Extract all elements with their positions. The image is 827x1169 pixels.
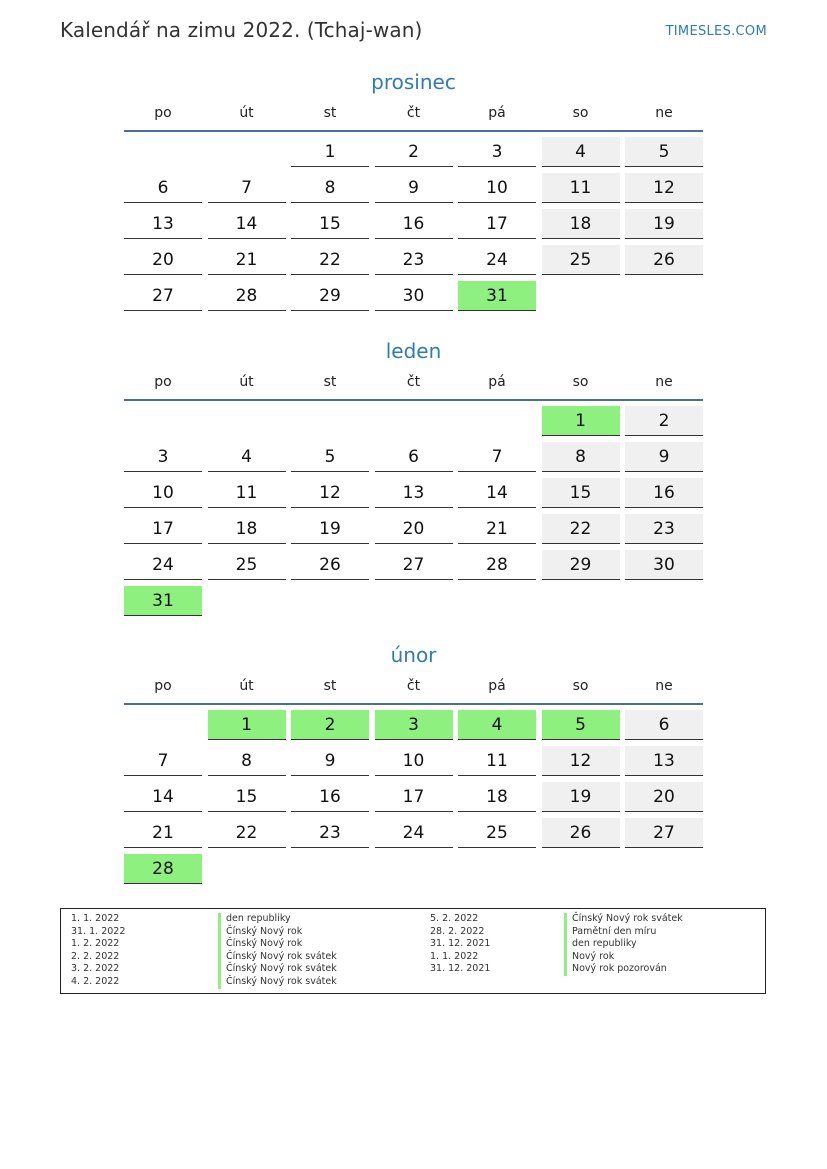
day-cell[interactable]: 8: [208, 746, 286, 776]
week-row: [124, 854, 703, 884]
day-cell[interactable]: 22: [542, 514, 620, 544]
day-cell[interactable]: 24: [458, 245, 536, 275]
weekday-label: ne: [655, 105, 673, 121]
day-cell[interactable]: 21: [208, 245, 286, 275]
day-cell[interactable]: 7: [208, 173, 286, 203]
day-cell[interactable]: 20: [375, 514, 453, 544]
day-cell[interactable]: 25: [208, 550, 286, 580]
legend-date: 31. 1. 2022: [71, 925, 126, 937]
weekday-header: [124, 101, 703, 125]
empty-cell: [375, 586, 453, 616]
legend-holiday-name: Čínský Nový rok svátek: [218, 963, 337, 976]
legend-date: 5. 2. 2022: [430, 913, 479, 924]
day-cell[interactable]: 25: [458, 818, 536, 848]
empty-cell: [208, 854, 286, 884]
empty-cell: [542, 281, 620, 311]
legend-date: 28. 2. 2022: [430, 925, 485, 937]
day-cell[interactable]: 28: [208, 281, 286, 311]
day-cell[interactable]: 27: [625, 818, 703, 848]
empty-cell: [208, 137, 286, 167]
day-cell[interactable]: 7: [458, 442, 536, 472]
week-row: [124, 782, 703, 812]
day-cell[interactable]: 19: [542, 782, 620, 812]
legend-holiday-name: Čínský Nový rok: [218, 926, 337, 939]
day-cell[interactable]: 1: [542, 406, 620, 436]
weekday-label: st: [323, 374, 337, 390]
weekday-label: čt: [406, 105, 421, 121]
day-cell[interactable]: 14: [458, 478, 536, 508]
legend-holiday-name: Pamětní den míru: [564, 926, 683, 939]
day-cell[interactable]: 28: [458, 550, 536, 580]
day-cell[interactable]: 19: [291, 514, 369, 544]
empty-cell: [625, 854, 703, 884]
holiday-legend: [60, 908, 766, 994]
day-cell[interactable]: 9: [375, 173, 453, 203]
week-row: [124, 137, 703, 167]
week-row: [124, 245, 703, 275]
day-cell[interactable]: 12: [542, 746, 620, 776]
week-row: [124, 514, 703, 544]
day-cell[interactable]: 16: [375, 209, 453, 239]
weekday-header: [124, 370, 703, 394]
day-cell[interactable]: 17: [124, 514, 202, 544]
day-cell[interactable]: 23: [625, 514, 703, 544]
weekday-label: so: [572, 678, 589, 694]
empty-cell: [625, 281, 703, 311]
day-cell[interactable]: 6: [375, 442, 453, 472]
day-cell[interactable]: 4: [542, 137, 620, 167]
weekday-label: st: [323, 105, 337, 121]
day-cell[interactable]: 11: [542, 173, 620, 203]
day-cell[interactable]: 27: [375, 550, 453, 580]
day-cell[interactable]: 30: [375, 281, 453, 311]
empty-cell: [375, 406, 453, 436]
weekday-label: so: [572, 374, 589, 390]
weekday-label: út: [239, 374, 254, 390]
legend-holiday-name: den republiky: [218, 913, 337, 926]
week-row: [124, 478, 703, 508]
day-cell[interactable]: 31: [124, 586, 202, 616]
legend-left-dates: [71, 913, 125, 989]
legend-right-dates: [430, 913, 490, 976]
day-cell[interactable]: 3: [458, 137, 536, 167]
week-row: [124, 710, 703, 740]
day-cell[interactable]: 26: [625, 245, 703, 275]
weekday-label: st: [323, 678, 337, 694]
day-cell[interactable]: 9: [291, 746, 369, 776]
weekday-label: pá: [488, 678, 506, 694]
day-cell[interactable]: 24: [375, 818, 453, 848]
day-cell[interactable]: 26: [291, 550, 369, 580]
day-cell[interactable]: 11: [458, 746, 536, 776]
day-cell[interactable]: 17: [375, 782, 453, 812]
day-cell[interactable]: 1: [291, 137, 369, 167]
day-cell[interactable]: 17: [458, 209, 536, 239]
day-cell[interactable]: 24: [124, 550, 202, 580]
day-cell[interactable]: 20: [124, 245, 202, 275]
legend-holiday-name: den republiky: [564, 938, 683, 951]
legend-holiday-name: Nový rok: [564, 951, 683, 964]
day-cell[interactable]: 31: [458, 281, 536, 311]
day-cell[interactable]: 21: [458, 514, 536, 544]
empty-cell: [291, 406, 369, 436]
day-cell[interactable]: 22: [208, 818, 286, 848]
day-cell[interactable]: 28: [124, 854, 202, 884]
day-cell[interactable]: 30: [625, 550, 703, 580]
day-cell[interactable]: 25: [542, 245, 620, 275]
weekday-label: čt: [406, 678, 421, 694]
day-cell[interactable]: 23: [375, 245, 453, 275]
page-title: Kalendář na zimu 2022. (Tchaj-wan): [60, 18, 423, 42]
week-row: [124, 209, 703, 239]
legend-holiday-name: Čínský Nový rok svátek: [218, 976, 337, 989]
weekday-label: so: [572, 105, 589, 121]
day-cell[interactable]: 2: [625, 406, 703, 436]
brand-link[interactable]: TIMESLES.COM: [665, 24, 767, 39]
legend-right-names: [564, 913, 683, 976]
legend-date: 1. 2. 2022: [71, 938, 120, 950]
day-cell[interactable]: 22: [291, 245, 369, 275]
empty-cell: [208, 586, 286, 616]
week-row: [124, 586, 703, 616]
day-cell[interactable]: 3: [375, 710, 453, 740]
weekday-label: ne: [655, 374, 673, 390]
empty-cell: [458, 854, 536, 884]
weekday-label: po: [154, 105, 172, 121]
day-cell[interactable]: 18: [458, 782, 536, 812]
empty-cell: [291, 854, 369, 884]
day-cell[interactable]: 5: [625, 137, 703, 167]
day-cell[interactable]: 10: [375, 746, 453, 776]
day-cell[interactable]: 2: [291, 710, 369, 740]
empty-cell: [291, 586, 369, 616]
empty-cell: [124, 137, 202, 167]
empty-cell: [542, 586, 620, 616]
day-cell[interactable]: 4: [208, 442, 286, 472]
month-calendar-leden: [124, 337, 703, 622]
day-cell[interactable]: 10: [458, 173, 536, 203]
day-cell[interactable]: 8: [542, 442, 620, 472]
weekday-label: pá: [488, 374, 506, 390]
legend-left-names: [218, 913, 337, 989]
day-cell[interactable]: 26: [542, 818, 620, 848]
empty-cell: [542, 854, 620, 884]
day-cell[interactable]: 20: [625, 782, 703, 812]
day-cell[interactable]: 29: [542, 550, 620, 580]
day-cell[interactable]: 12: [625, 173, 703, 203]
empty-cell: [375, 854, 453, 884]
weekday-label: út: [239, 678, 254, 694]
weekday-label: ne: [655, 678, 673, 694]
empty-cell: [458, 406, 536, 436]
day-cell[interactable]: 6: [625, 710, 703, 740]
legend-holiday-name: Čínský Nový rok svátek: [218, 951, 337, 964]
day-cell[interactable]: 5: [542, 710, 620, 740]
month-calendar-unor: [124, 641, 703, 890]
day-cell[interactable]: 5: [291, 442, 369, 472]
day-cell[interactable]: 12: [291, 478, 369, 508]
day-cell[interactable]: 21: [124, 818, 202, 848]
legend-date: 4. 2. 2022: [71, 975, 120, 987]
day-cell[interactable]: 4: [458, 710, 536, 740]
day-cell[interactable]: 18: [542, 209, 620, 239]
month-title: leden: [385, 339, 442, 363]
month-title: únor: [390, 643, 437, 667]
legend-date: 1. 1. 2022: [71, 913, 120, 924]
day-cell[interactable]: 15: [291, 209, 369, 239]
day-cell[interactable]: 13: [124, 209, 202, 239]
week-row: [124, 818, 703, 848]
weekday-header: [124, 674, 703, 698]
week-row: [124, 281, 703, 311]
day-cell[interactable]: 2: [375, 137, 453, 167]
day-cell[interactable]: 14: [208, 209, 286, 239]
day-cell[interactable]: 9: [625, 442, 703, 472]
day-cell[interactable]: 16: [291, 782, 369, 812]
day-cell[interactable]: 10: [124, 478, 202, 508]
weekday-label: po: [154, 678, 172, 694]
legend-holiday-name: Nový rok pozorován: [564, 963, 683, 976]
day-cell[interactable]: 8: [291, 173, 369, 203]
header-rule: [124, 399, 703, 401]
day-cell[interactable]: 16: [625, 478, 703, 508]
header-rule: [124, 130, 703, 132]
day-cell[interactable]: 27: [124, 281, 202, 311]
week-row: [124, 406, 703, 436]
week-row: [124, 442, 703, 472]
day-cell[interactable]: 18: [208, 514, 286, 544]
week-row: [124, 173, 703, 203]
day-cell[interactable]: 15: [542, 478, 620, 508]
day-cell[interactable]: 19: [625, 209, 703, 239]
day-cell[interactable]: 7: [124, 746, 202, 776]
empty-cell: [625, 586, 703, 616]
empty-cell: [458, 586, 536, 616]
week-row: [124, 550, 703, 580]
day-cell[interactable]: 1: [208, 710, 286, 740]
empty-cell: [208, 406, 286, 436]
month-title: prosinec: [371, 70, 456, 94]
day-cell[interactable]: 11: [208, 478, 286, 508]
day-cell[interactable]: 3: [124, 442, 202, 472]
legend-date: 3. 2. 2022: [71, 963, 120, 975]
weekday-label: čt: [406, 374, 421, 390]
week-row: [124, 746, 703, 776]
weekday-label: po: [154, 374, 172, 390]
legend-date: 2. 2. 2022: [71, 950, 120, 962]
day-cell[interactable]: 6: [124, 173, 202, 203]
day-cell[interactable]: 23: [291, 818, 369, 848]
legend-holiday-name: Čínský Nový rok svátek: [564, 913, 683, 926]
empty-cell: [124, 406, 202, 436]
day-cell[interactable]: 13: [375, 478, 453, 508]
day-cell[interactable]: 15: [208, 782, 286, 812]
weekday-label: pá: [488, 105, 506, 121]
day-cell[interactable]: 13: [625, 746, 703, 776]
legend-date: 1. 1. 2022: [430, 950, 479, 962]
header-rule: [124, 703, 703, 705]
legend-holiday-name: Čínský Nový rok: [218, 938, 337, 951]
month-calendar-prosinec: [124, 68, 703, 317]
legend-date: 31. 12. 2021: [430, 938, 491, 950]
legend-date: 31. 12. 2021: [430, 963, 491, 975]
weekday-label: út: [239, 105, 254, 121]
day-cell[interactable]: 29: [291, 281, 369, 311]
empty-cell: [124, 710, 202, 740]
day-cell[interactable]: 14: [124, 782, 202, 812]
